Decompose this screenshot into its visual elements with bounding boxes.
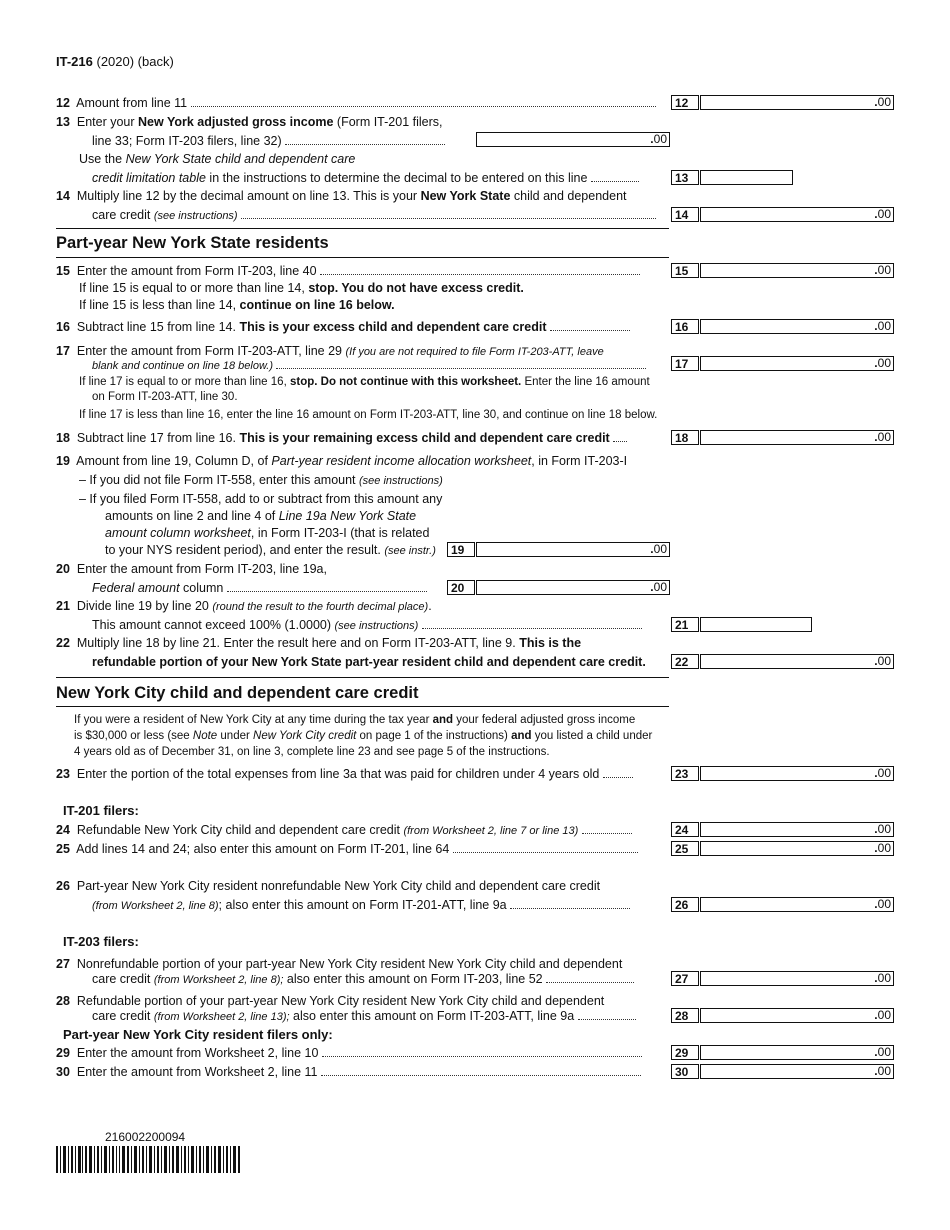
- line-13-instr-cont: credit limitation table in the instructions to determine the decimal to be entered on this line: [92, 171, 639, 186]
- nyc-intro-1: If you were a resident of New York City at any time during the tax year and your federal adjusted gross income: [74, 714, 636, 726]
- line-29: 29 Enter the amount from Worksheet 2, line 10: [56, 1046, 642, 1061]
- amount-field-25[interactable]: .00: [700, 841, 894, 856]
- line-19-bullet-2: – If you filed Form IT-558, add to or subtract from this amount any: [79, 492, 443, 506]
- line-20: 20 Enter the amount from Form IT-203, line 19a,: [56, 562, 327, 576]
- line-28-cont: care credit (from Worksheet 2, line 13); also enter this amount on Form IT-203-ATT, line 9a: [92, 1009, 636, 1025]
- amount-field-27[interactable]: .00: [700, 971, 894, 986]
- line-17-cont: blank and continue on line 18 below.): [92, 359, 646, 374]
- leader-dots: [191, 106, 656, 107]
- line-22-cont: refundable portion of your New York State part-year resident child and dependent care credit.: [92, 655, 646, 669]
- line-text: Amount from line 11: [76, 96, 188, 110]
- line-17-note-1: If line 17 is equal to or more than line 16, stop. Do not continue with this worksheet. Enter the line 16 amount: [79, 376, 650, 388]
- nyc-intro-2: is $30,000 or less (see Note under New York City credit on page 1 of the instructions) and you listed a child under: [74, 730, 653, 742]
- box-label-12: 12: [671, 95, 699, 110]
- form-id: IT-216: [56, 54, 93, 69]
- line-19-bullet-1: – If you did not file Form IT-558, enter this amount (see instructions): [79, 473, 443, 487]
- line-19-bullet-2-cont: amounts on line 2 and line 4 of Line 19a New York State: [105, 509, 417, 523]
- form-header: [56, 54, 174, 69]
- line-19: 19 Amount from line 19, Column D, of Part-year resident income allocation worksheet, in Form IT-203-I: [56, 454, 628, 468]
- section-title-part-year-nys: Part-year New York State residents: [56, 234, 329, 252]
- line-16: 16 Subtract line 15 from line 14. This is your excess child and dependent care credit: [56, 320, 630, 335]
- box-label-22: 22: [671, 654, 699, 669]
- amount-field-12[interactable]: .00: [700, 95, 894, 110]
- amount-field-20[interactable]: .00: [476, 580, 670, 595]
- box-label-16: 16: [671, 319, 699, 334]
- line-12: [56, 96, 656, 111]
- line-13: 13 Enter your New York adjusted gross income (Form IT-201 filers,: [56, 115, 443, 129]
- line-24: 24 Refundable New York City child and dependent care credit (from Worksheet 2, line 7 or line 13): [56, 823, 632, 839]
- line-13-cont: line 33; Form IT-203 filers, line 32): [92, 134, 445, 149]
- line-15-note-2: If line 15 is less than line 14, continue on line 16 below.: [79, 298, 395, 312]
- line-30: 30 Enter the amount from Worksheet 2, line 11: [56, 1065, 641, 1080]
- barcode-number: 216002200094: [105, 1130, 186, 1144]
- line-28: 28 Refundable portion of your part-year New York City resident New York City child and dependent: [56, 994, 605, 1008]
- line-27-cont: care credit (from Worksheet 2, line 8); also enter this amount on Form IT-203, line 52: [92, 972, 634, 988]
- line-26-cont: (from Worksheet 2, line 8); also enter this amount on Form IT-201-ATT, line 9a: [92, 898, 630, 914]
- line-15-note-1: If line 15 is equal to or more than line 14, stop. You do not have excess credit.: [79, 281, 524, 295]
- line-15: 15 Enter the amount from Form IT-203, line 40: [56, 264, 640, 279]
- box-label-24: 24: [671, 822, 699, 837]
- amount-field-19[interactable]: .00: [476, 542, 670, 557]
- section-rule: [56, 706, 669, 707]
- amount-field-22[interactable]: .00: [700, 654, 894, 669]
- amount-field-18[interactable]: .00: [700, 430, 894, 445]
- line-number: 12: [56, 96, 70, 110]
- line-14: 14 Multiply line 12 by the decimal amount on line 13. This is your New York State child and dependent: [56, 189, 627, 203]
- amount-field-28[interactable]: .00: [700, 1008, 894, 1023]
- line-17-note-1-cont: on Form IT-203-ATT, line 30.: [92, 391, 238, 403]
- line-18: 18 Subtract line 17 from line 16. This is your remaining excess child and dependent care credit: [56, 431, 627, 446]
- amount-field-24[interactable]: .00: [700, 822, 894, 837]
- line-17: 17 Enter the amount from Form IT-203-ATT, line 29 (If you are not required to file Form IT-203-ATT, leave: [56, 344, 604, 358]
- box-label-13: 13: [671, 170, 699, 185]
- box-label-25: 25: [671, 841, 699, 856]
- amount-field-29[interactable]: .00: [700, 1045, 894, 1060]
- line-21: 21 Divide line 19 by line 20 (round the result to the fourth decimal place).: [56, 599, 432, 613]
- nyc-intro-3: 4 years old as of December 31, on line 3, complete line 23 and see page 5 of the instructions.: [74, 746, 550, 758]
- line-19-bullet-2-cont3: to your NYS resident period), and enter the result. (see instr.): [105, 543, 436, 557]
- line-21-cont: This amount cannot exceed 100% (1.0000) (see instructions): [92, 618, 642, 634]
- line-19-bullet-2-cont2: amount column worksheet, in Form IT-203-I (that is related: [105, 526, 430, 540]
- box-label-18: 18: [671, 430, 699, 445]
- line-number: 13: [56, 115, 70, 129]
- line-number: 14: [56, 189, 70, 203]
- line-13-instr: Use the New York State child and dependent care: [79, 152, 356, 166]
- amount-field-17[interactable]: .00: [700, 356, 894, 371]
- line-26: 26 Part-year New York City resident nonrefundable New York City child and dependent care credit: [56, 879, 601, 893]
- part-year-nyc-heading: Part-year New York City resident filers only:: [63, 1027, 333, 1042]
- box-label-26: 26: [671, 897, 699, 912]
- box-label-20: 20: [447, 580, 475, 595]
- section-title-nyc: New York City child and dependent care credit: [56, 684, 419, 702]
- line-27: 27 Nonrefundable portion of your part-year New York City resident New York City child and dependent: [56, 957, 623, 971]
- line-25: 25 Add lines 14 and 24; also enter this amount on Form IT-201, line 64: [56, 842, 638, 857]
- box-label-14: 14: [671, 207, 699, 222]
- barcode-image: [56, 1146, 240, 1173]
- section-rule: [56, 677, 669, 678]
- line-20-cont: Federal amount column: [92, 581, 427, 596]
- amount-field-14[interactable]: .00: [700, 207, 894, 222]
- line-23: 23 Enter the portion of the total expenses from line 3a that was paid for children under 4 years old: [56, 767, 633, 782]
- box-label-15: 15: [671, 263, 699, 278]
- it201-filers-heading: IT-201 filers:: [63, 803, 139, 818]
- amount-field-30[interactable]: .00: [700, 1064, 894, 1079]
- box-label-19: 19: [447, 542, 475, 557]
- amount-field-16[interactable]: .00: [700, 319, 894, 334]
- box-label-29: 29: [671, 1045, 699, 1060]
- line-22: 22 Multiply line 18 by line 21. Enter the result here and on Form IT-203-ATT, line 9. This is the: [56, 636, 582, 650]
- box-label-28: 28: [671, 1008, 699, 1023]
- box-label-17: 17: [671, 356, 699, 371]
- amount-field-26[interactable]: .00: [700, 897, 894, 912]
- decimal-field-21[interactable]: [700, 617, 812, 632]
- box-label-27: 27: [671, 971, 699, 986]
- box-label-30: 30: [671, 1064, 699, 1079]
- agi-field-13[interactable]: .00: [476, 132, 670, 147]
- section-rule: [56, 257, 669, 258]
- decimal-field-13[interactable]: [700, 170, 793, 185]
- form-year-note: (2020) (back): [96, 54, 174, 69]
- it203-filers-heading: IT-203 filers:: [63, 934, 139, 949]
- section-rule: [56, 228, 669, 229]
- line-14-cont: care credit (see instructions): [92, 208, 656, 224]
- box-label-21: 21: [671, 617, 699, 632]
- amount-field-15[interactable]: .00: [700, 263, 894, 278]
- line-17-note-2: If line 17 is less than line 16, enter the line 16 amount on Form IT-203-ATT, line 30, and continue on line 18 below.: [79, 409, 658, 421]
- box-label-23: 23: [671, 766, 699, 781]
- amount-field-23[interactable]: .00: [700, 766, 894, 781]
